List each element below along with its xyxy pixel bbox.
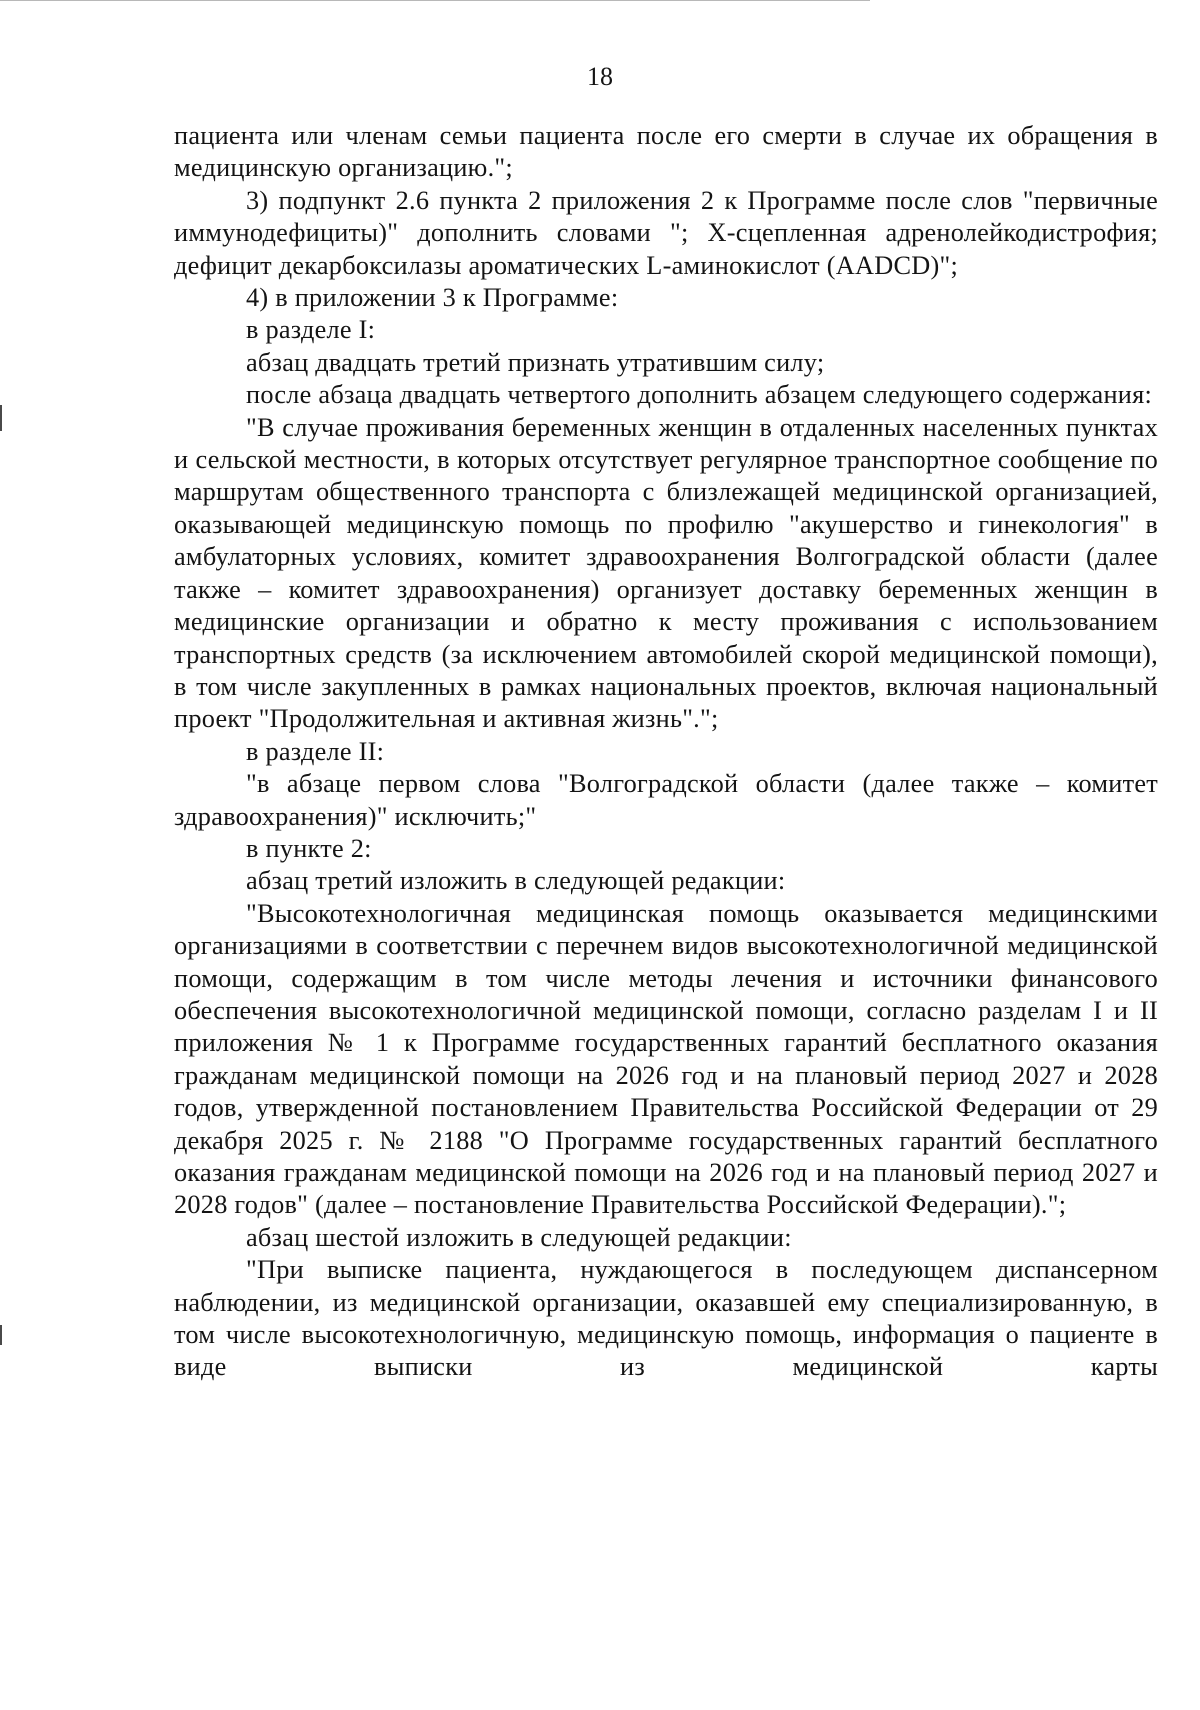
paragraph-quoted-pregnant-transport: "В случае проживания беременных женщин в отдаленных населенных пунктах и сельской местности, в которых отсутствует регулярное транспортное сообщение по маршрутам общественного транспорта с близлежащей медицинской организацией, оказывающей медицинскую помощь по профилю "акушерство и гинекология" в амбулаторных условиях, комитет здравоохранения Волгоградской области (далее также – комитет здравоохранения) организует доставку беременных женщин в медицинские организации и обратно к месту проживания с использованием транспортных средств (за исключением автомобилей скорой медицинской помощи), в том числе закупленных в рамках национальных проектов, включая национальный проект "Продолжительная и активная жизнь".";: [174, 412, 1158, 734]
paragraph-third-clause: абзац третий изложить в следующей редакции:: [246, 866, 786, 896]
paragraph-quoted-discharge: "При выписке пациента, нуждающегося в последующем диспансерном наблюдении, из медицинской организации, оказавшей ему специализированную, в том числе высокотехнологичную, медицинскую помощь, информация о пациенте в виде выписки из медицинской карты: [174, 1255, 1158, 1382]
document-body: [174, 120, 1158, 1384]
paragraph-point-2: в пункте 2:: [246, 833, 372, 863]
paragraph-item-4: 4) в приложении 3 к Программе:: [246, 283, 619, 313]
page-number: 18: [587, 62, 613, 91]
paragraph-add-clause: после абзаца двадцать четвертого дополнить абзацем следующего содержания:: [246, 380, 1153, 410]
paragraph-exclude-words: "в абзаце первом слова "Волгоградской области (далее также – комитет здравоохранения)" исключить;": [174, 769, 1158, 831]
paragraph-section-1: в разделе I:: [246, 315, 376, 345]
paragraph-section-2: в разделе II:: [246, 736, 385, 766]
paragraph-quoted-high-tech-care: "Высокотехнологичная медицинская помощь оказывается медицинскими организациями в соответствии с перечнем видов высокотехнологичной медицинской помощи, содержащим в том числе методы лечения и источники финансового обеспечения высокотехнологичной медицинской помощи, согласно разделам I и II приложения № 1 к Программе государственных гарантий бесплатного оказания гражданам медицинской помощи на 2026 год и на плановый период 2027 и 2028 годов, утвержденной постановлением Правительства Российской Федерации от 29 декабря 2025 г. № 2188 "О Программе государственных гарантий бесплатного оказания гражданам медицинской помощи на 2026 год и на плановый период 2027 и 2028 годов" (далее – постановление Правительства Российской Федерации).";: [174, 898, 1158, 1220]
paragraph-item-3: 3) подпункт 2.6 пункта 2 приложения 2 к Программе после слов "первичные иммунодефициты)" дополнить словами "; Х-сцепленная адренолейкодистрофия; дефицит декарбоксилазы ароматических L-аминокислот (AADCD)";: [174, 185, 1158, 280]
paragraph-continuation: пациента или членам семьи пациента после его смерти в случае их обращения в медицинскую организацию.";: [174, 121, 1158, 183]
paragraph-repeal: абзац двадцать третий признать утратившим силу;: [246, 347, 825, 377]
paragraph-sixth-clause: абзац шестой изложить в следующей редакции:: [246, 1222, 792, 1252]
